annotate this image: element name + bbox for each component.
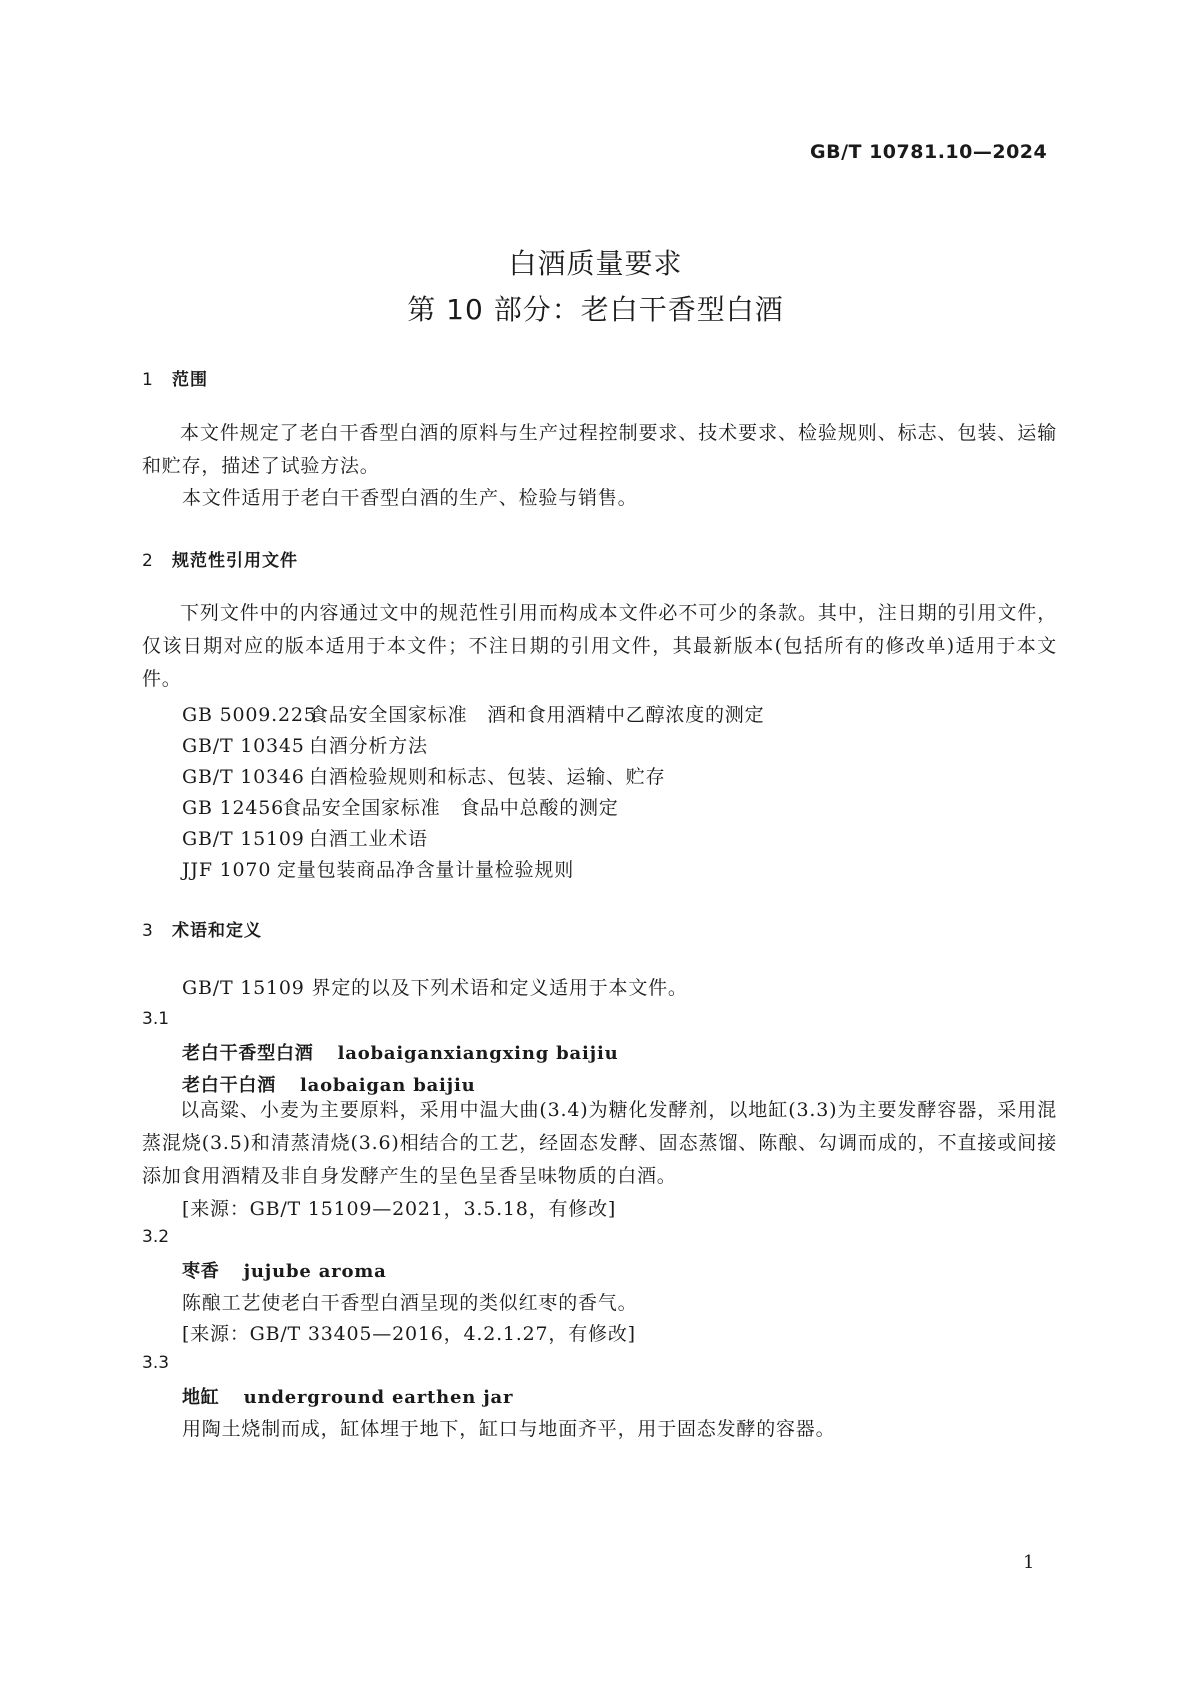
reference-code: GB/T 10345 (182, 735, 305, 757)
paragraph: 本文件适用于老白干香型白酒的生产、检验与销售。 (182, 487, 638, 509)
term-number: 3.3 (142, 1353, 170, 1373)
reference-title: 食品安全国家标准 酒和食用酒精中乙醇浓度的测定 (309, 704, 765, 726)
term-definition: 用陶土烧制而成，缸体埋于地下，缸口与地面齐平，用于固态发酵的容器。 (182, 1418, 836, 1440)
paragraph: GB/T 15109 界定的以及下列术语和定义适用于本文件。 (182, 977, 688, 999)
reference-item (182, 762, 665, 789)
term-source: [来源：GB/T 15109—2021，3.5.18，有修改] (182, 1198, 617, 1220)
term-chinese: 老白干香型白酒 (182, 1043, 314, 1064)
term-definition: 以高粱、小麦为主要原料，采用中温大曲(3.4)为糖化发酵剂，以地缸(3.3)为主要发酵容器，采用混蒸混烧(3.5)和清蒸清烧(3.6)相结合的工艺，经固态发酵、固态蒸馏、陈酿、勾调而成的，不直接或间接添加食用酒精及非自身发酵产生的呈色呈香呈味物质的白酒。 (142, 1099, 1057, 1187)
section-number: 3 (142, 921, 154, 941)
term-source: [来源：GB/T 33405—2016，4.2.1.27，有修改] (182, 1323, 636, 1345)
section-title: 规范性引用文件 (172, 551, 298, 571)
standard-code: GB/T 10781.10—2024 (810, 141, 1048, 163)
reference-code: GB/T 15109 (182, 828, 305, 850)
reference-title: 食品安全国家标准 食品中总酸的测定 (282, 797, 619, 819)
section-title: 术语和定义 (172, 921, 262, 941)
section-2-heading (142, 546, 298, 571)
reference-code: JJF 1070 (182, 859, 272, 881)
term-english: jujube aroma (243, 1261, 387, 1282)
reference-title: 白酒分析方法 (309, 735, 428, 757)
paragraph: 本文件规定了老白干香型白酒的原料与生产过程控制要求、技术要求、检验规则、标志、包装、运输和贮存，描述了试验方法。 (142, 422, 1057, 477)
reference-title: 白酒检验规则和标志、包装、运输、贮存 (309, 766, 666, 788)
section-title: 范围 (172, 370, 208, 390)
paragraph: 下列文件中的内容通过文中的规范性引用而构成本文件必不可少的条款。其中，注日期的引用文件，仅该日期对应的版本适用于本文件；不注日期的引用文件，其最新版本(包括所有的修改单)适用于本文件。 (142, 602, 1057, 690)
term-english: laobaiganxiangxing baijiu (337, 1043, 619, 1064)
term-chinese: 老白干白酒 (182, 1075, 276, 1096)
term-chinese: 枣香 (182, 1261, 220, 1282)
term-entry (182, 1257, 387, 1283)
section-number: 1 (142, 370, 154, 390)
term-entry (182, 1039, 618, 1065)
term-definition: 陈酿工艺使老白干香型白酒呈现的类似红枣的香气。 (182, 1292, 638, 1314)
section-1-heading (142, 365, 208, 390)
reference-item (182, 824, 428, 851)
term-number: 3.1 (142, 1009, 170, 1029)
term-number: 3.2 (142, 1227, 170, 1247)
reference-title: 定量包装商品净含量计量检验规则 (277, 859, 575, 881)
reference-item (182, 731, 428, 758)
reference-code: GB 5009.225 (182, 704, 317, 726)
page-number: 1 (1023, 1552, 1035, 1573)
term-chinese: 地缸 (182, 1387, 220, 1408)
reference-code: GB/T 10346 (182, 766, 305, 788)
reference-item (182, 700, 764, 727)
term-english: laobaigan baijiu (300, 1075, 476, 1096)
section-3-heading (142, 916, 262, 941)
reference-title: 白酒工业术语 (309, 828, 428, 850)
reference-code: GB 12456 (182, 797, 285, 819)
term-english: underground earthen jar (243, 1387, 514, 1408)
term-entry (182, 1383, 513, 1409)
section-number: 2 (142, 551, 154, 571)
reference-item (182, 793, 619, 820)
reference-item (182, 855, 574, 882)
document-subtitle: 第 10 部分：老白干香型白酒 (407, 293, 784, 326)
document-title: 白酒质量要求 (508, 247, 683, 280)
